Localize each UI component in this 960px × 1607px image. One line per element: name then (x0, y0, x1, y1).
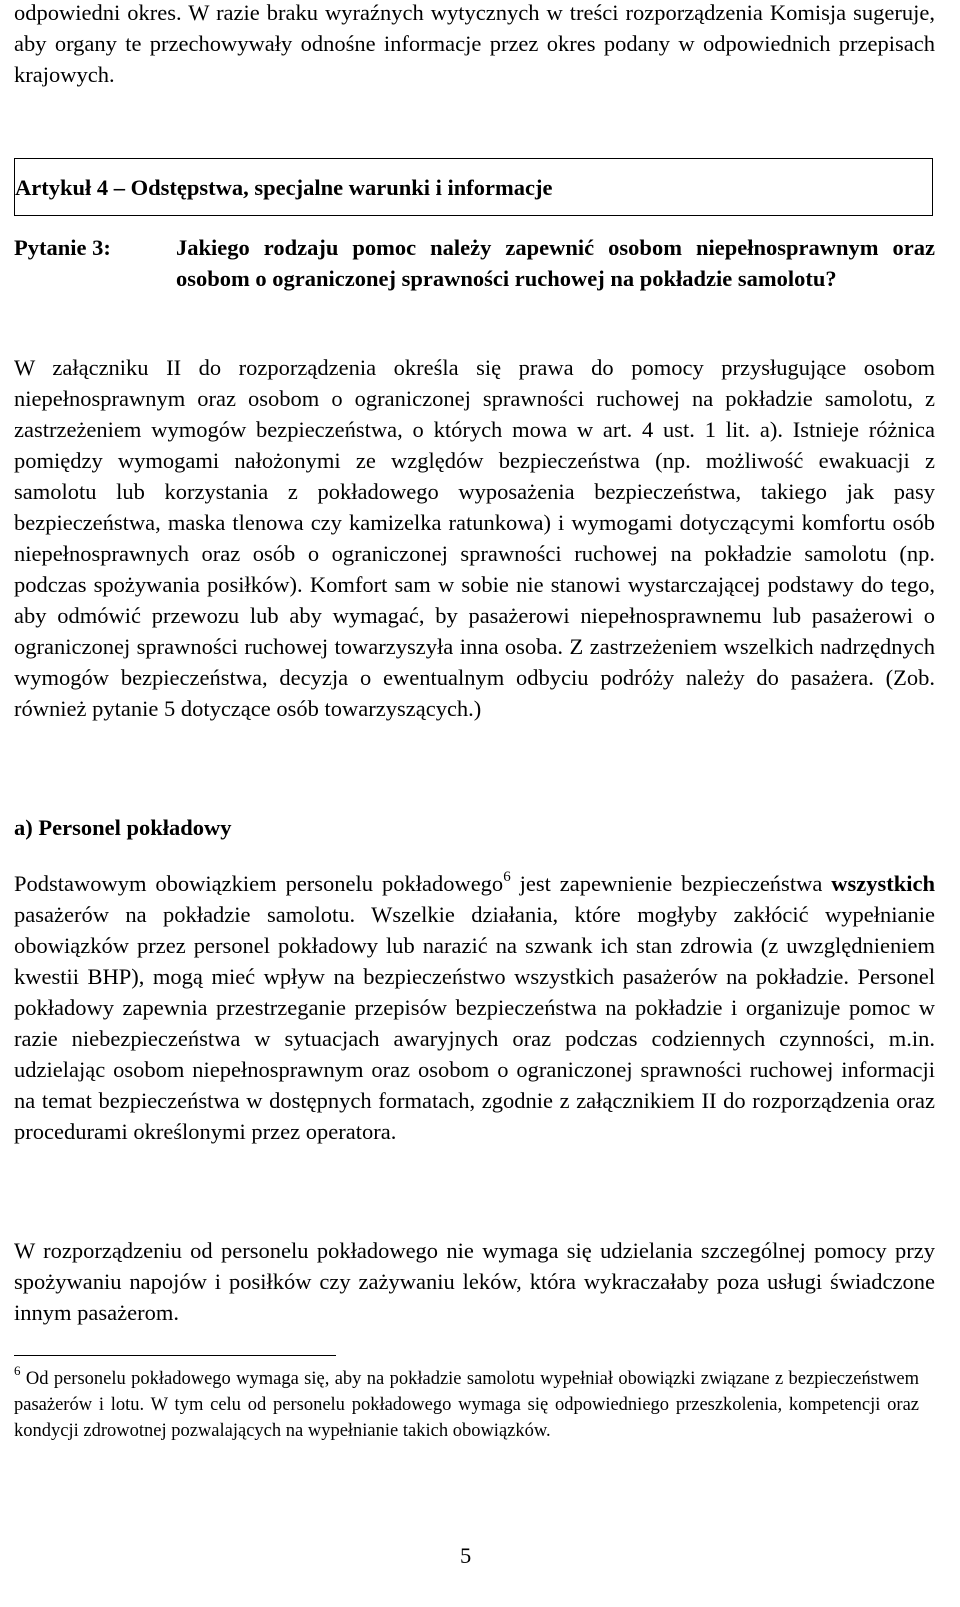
paragraph-cabin-crew-part2: jest zapewnienie bezpieczeństwa (510, 871, 832, 896)
intro-paragraph: odpowiedni okres. W razie braku wyraźnych wytycznych w treści rozporządzenia Komisja sugeruje, aby organy te przechowywały odnośne informacje przez okres podany w odpowiednich przepisach krajowych. (14, 0, 935, 87)
article-heading-box (14, 158, 933, 216)
footnote-number: 6 (14, 1362, 21, 1378)
footnote-text: Od personelu pokładowego wymaga się, aby na pokładzie samolotu wypełniał obowiązki związane z bezpieczeństwem pasażerów i lotu. W tym celu od personelu pokładowego wymaga się odpowiedniego przeszkolenia, kompetencji oraz kondycji zdrowotnej pozwalających na wypełnianie takich obowiązków. (14, 1369, 919, 1441)
paragraph-cabin-crew (14, 868, 935, 1147)
paragraph-no-special-assistance: W rozporządzeniu od personelu pokładowego nie wymaga się udzielania szczególnej pomocy przy spożywaniu napojów i posiłków czy zażywaniu leków, która wykraczałaby poza usługi świadczone innym pasażerom. (14, 1238, 935, 1325)
footnote-separator (14, 1355, 336, 1356)
paragraph-annex-ii: W załączniku II do rozporządzenia określa się prawa do pomocy przysługujące osobom niepełnosprawnym oraz osobom o ograniczonej sprawności ruchowej na pokładzie samolotu, z zastrzeżeniem wymogów bezpieczeństwa, o których mowa w art. 4 ust. 1 lit. a). Istnieje różnica pomiędzy wymogami nałożonymi ze względów bezpieczeństwa (np. możliwość ewakuacji z samolotu lub korzystania z pokładowego wyposażenia bezpieczeństwa, takiego jak pasy bezpieczeństwa, maska tlenowa czy kamizelka ratunkowa) i wymogami dotyczącymi komfortu osób niepełnosprawnych oraz osób o ograniczonej sprawności ruchowej na pokładzie samolotu (np. podczas spożywania posiłków). Komfort sam w sobie nie stanowi wystarczającej podstawy do tego, aby odmówić przewozu lub aby wymagać, by pasażerowi niepełnosprawnemu lub pasażerowi o ograniczonej sprawności ruchowej towarzyszyła inna osoba. Z zastrzeżeniem wszelkich nadrzędnych wymogów bezpieczeństwa, decyzja o ewentualnym odbyciu podróży należy do pasażera. (Zob. również pytanie 5 dotyczące osób towarzyszących.) (14, 355, 935, 721)
subheading-cabin-crew: a) Personel pokładowy (14, 815, 232, 840)
footnote (14, 1362, 919, 1444)
question-text: Jakiego rodzaju pomoc należy zapewnić osobom niepełnosprawnym oraz osobom o ograniczonej sprawności ruchowej na pokładzie samolotu? (176, 235, 935, 291)
article-title: Artykuł 4 – Odstępstwa, specjalne warunki i informacje (15, 175, 553, 200)
paragraph-cabin-crew-part1: Podstawowym obowiązkiem personelu pokładowego (14, 871, 504, 896)
page-number: 5 (460, 1543, 472, 1568)
emphasis-all: wszystkich (831, 871, 935, 896)
question-label: Pytanie 3: (14, 235, 111, 260)
footnote-reference[interactable]: 6 (503, 868, 511, 885)
paragraph-cabin-crew-part3: pasażerów na pokładzie samolotu. Wszelkie działania, które mogłyby zakłócić wypełnianie obowiązków przez personel pokładowy lub narazić na szwank ich stan zdrowia (z uwzględnieniem kwestii BHP), mogą mieć wpływ na bezpieczeństwo wszystkich pasażerów na pokładzie. Personel pokładowy zapewnia przestrzeganie przepisów bezpieczeństwa na pokładzie i organizuje pomoc w razie niebezpieczeństwa w sytuacjach awaryjnych oraz podczas codziennych czynności, m.in. udzielając osobom niepełnosprawnym oraz osobom o ograniczonej sprawności ruchowej informacji na temat bezpieczeństwa w dostępnych formatach, zgodnie z załącznikiem II do rozporządzenia oraz procedurami określonymi przez operatora. (14, 902, 935, 1144)
